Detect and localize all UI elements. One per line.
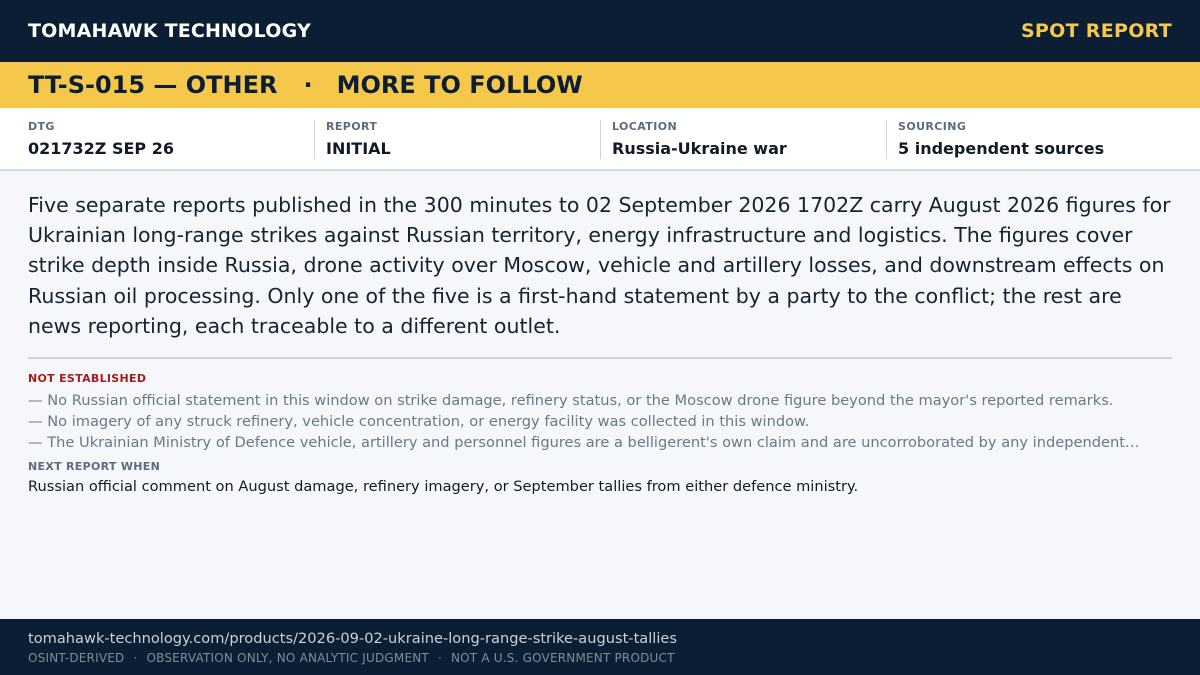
meta-label: LOCATION [612,120,678,133]
report-summary: Five separate reports published in the 300 minutes to 02 September 2026 1702Z carry August 2026 figures for Ukrainian long-range strikes against Russian territory, energy infrastructure and logistics. The figures cover strike depth inside Russia, drone activity over Moscow, vehicle and artillery losses, and downstream effects on Russian oil processing. Only one of the five is a first-hand statement by a party to the conflict; the rest are news reporting, each traceable to a different outlet. [28,193,1171,338]
section-divider [28,357,1172,359]
footer-flag: OSINT-DERIVED [28,651,125,665]
flag-separator: · [133,651,138,665]
meta-location [600,120,886,159]
next-report-text: Russian official comment on August damage, refinery imagery, or September tallies from either defence ministry. [28,478,859,495]
banner-separator: · [303,71,313,99]
metadata-strip [0,108,1200,171]
meta-value: 5 independent sources [898,139,1105,158]
report-banner [0,62,1200,108]
list-item: — No Russian official statement in this window on strike damage, refinery status, or the Moscow drone figure beyond the mayor's reported remarks. [28,392,1114,409]
report-status: MORE TO FOLLOW [336,71,583,99]
meta-label: DTG [28,120,55,133]
list-item: — The Ukrainian Ministry of Defence vehicle, artillery and personnel figures are a belligerent's own claim and are uncorroborated by any independent… [28,434,1140,451]
not-established-list [28,390,1178,453]
caveats-section [28,372,1178,495]
footer-flag: OBSERVATION ONLY, NO ANALYTIC JUDGMENT [146,651,429,665]
brand-name: TOMAHAWK TECHNOLOGY [28,20,311,42]
not-established-label: NOT ESTABLISHED [28,372,147,385]
meta-value: INITIAL [326,139,391,158]
document-type: SPOT REPORT [1020,20,1172,42]
next-report-label: NEXT REPORT WHEN [28,460,161,473]
meta-label: REPORT [326,120,378,133]
footer-url[interactable]: tomahawk-technology.com/products/2026-09-02-ukraine-long-range-strike-august-tallies [28,630,677,647]
meta-value: Russia-Ukraine war [612,139,787,158]
meta-label: SOURCING [898,120,967,133]
flag-separator: · [437,651,442,665]
meta-report [314,120,600,159]
meta-value: 021732Z SEP 26 [28,139,174,158]
footer [0,619,1200,675]
list-item: — No imagery of any struck refinery, vehicle concentration, or energy facility was collected in this window. [28,413,810,430]
meta-sourcing [886,120,1172,159]
report-id-category: TT-S-015 — OTHER [28,71,278,99]
top-bar [0,0,1200,62]
meta-dtg [28,120,314,159]
footer-flags [28,651,1172,665]
footer-flag: NOT A U.S. GOVERNMENT PRODUCT [450,651,675,665]
